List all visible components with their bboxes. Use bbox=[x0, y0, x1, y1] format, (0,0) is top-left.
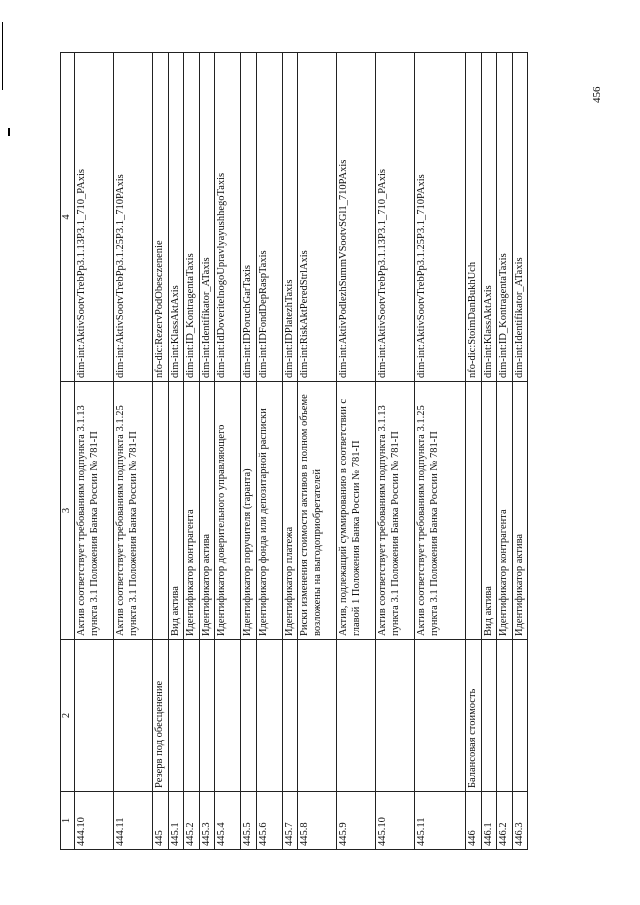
table-row bbox=[337, 53, 376, 850]
cell-c4: dim-int:Identifikator_ATaxis bbox=[199, 53, 215, 382]
table-row bbox=[168, 53, 184, 850]
table-row bbox=[256, 53, 282, 850]
header-row bbox=[61, 53, 75, 850]
cell-c2 bbox=[256, 640, 282, 792]
cell-c3: Актив соответствует требованиям подпункта 3.1.25 пункта 3.1 Положения Банка России № 781-П bbox=[114, 382, 153, 640]
cell-c1: 445.9 bbox=[337, 792, 376, 850]
table-row bbox=[466, 53, 482, 850]
cell-c1: 445.7 bbox=[282, 792, 298, 850]
cell-c3: Идентификатор контрагента bbox=[184, 382, 200, 640]
cell-c3: Риски изменения стоимости активов в полном объеме возложены на выгодоприобретателей bbox=[298, 382, 337, 640]
header-cell: 2 bbox=[61, 640, 75, 792]
scan-mark bbox=[8, 128, 10, 136]
cell-c4: dim-int:KlassAktAxis bbox=[168, 53, 184, 382]
cell-c2 bbox=[282, 640, 298, 792]
table-row bbox=[114, 53, 153, 850]
table-row bbox=[153, 53, 169, 850]
cell-c2 bbox=[298, 640, 337, 792]
cell-c3: Идентификатор контрагента bbox=[497, 382, 513, 640]
cell-c2 bbox=[199, 640, 215, 792]
header-cell: 3 bbox=[61, 382, 75, 640]
cell-c3 bbox=[153, 382, 169, 640]
cell-c3: Актив, подлежащий суммированию в соответствии с главой 1 Положения Банка России № 781-П bbox=[337, 382, 376, 640]
cell-c4: dim-int:IDPoruchGarTaxis bbox=[241, 53, 257, 382]
cell-c4: dim-int:ID_KontragentaTaxis bbox=[184, 53, 200, 382]
cell-c4: dim-int:AktivPodlezhSummVSootvSGl1_710PAxis bbox=[337, 53, 376, 382]
cell-c2: Балансовая стоимость bbox=[466, 640, 482, 792]
cell-c4: dim-int:Identifikator_ATaxis bbox=[512, 53, 528, 382]
table-row bbox=[512, 53, 528, 850]
cell-c4: nfo-dic:StoimDanBukhUch bbox=[466, 53, 482, 382]
cell-c4: dim-int:AktivSootvTrebPp3.1.13P3.1_710_PAxis bbox=[376, 53, 415, 382]
cell-c1: 444.11 bbox=[114, 792, 153, 850]
header-cell: 1 bbox=[61, 792, 75, 850]
cell-c4: dim-int:AktivSootvTrebPp3.1.25P3.1_710PAxis bbox=[415, 53, 466, 382]
cell-c4: dim-int:IDFondDepRaspTaxis bbox=[256, 53, 282, 382]
cell-c2 bbox=[114, 640, 153, 792]
cell-c1: 445.10 bbox=[376, 792, 415, 850]
cell-c4: nfo-dic:RezervPodObesczenenie bbox=[153, 53, 169, 382]
cell-c4: dim-int:IdDoveritelnogoUpravlyayushhegoTaxis bbox=[215, 53, 241, 382]
cell-c1: 444.10 bbox=[75, 792, 114, 850]
cell-c4: dim-int:AktivSootvTrebPp3.1.25P3.1_710PAxis bbox=[114, 53, 153, 382]
cell-c2 bbox=[512, 640, 528, 792]
cell-c1: 445.5 bbox=[241, 792, 257, 850]
table-row bbox=[241, 53, 257, 850]
cell-c1: 445 bbox=[153, 792, 169, 850]
header-cell: 4 bbox=[61, 53, 75, 382]
data-table bbox=[60, 52, 528, 850]
cell-c1: 445.6 bbox=[256, 792, 282, 850]
cell-c3: Идентификатор поручителя (гаранта) bbox=[241, 382, 257, 640]
rotated-page bbox=[60, 53, 598, 850]
cell-c4: dim-int:IDPlatezhTaxis bbox=[282, 53, 298, 382]
cell-c3: Идентификатор доверительного управляющего bbox=[215, 382, 241, 640]
cell-c1: 445.1 bbox=[168, 792, 184, 850]
cell-c2 bbox=[376, 640, 415, 792]
table-row bbox=[215, 53, 241, 850]
cell-c2 bbox=[241, 640, 257, 792]
cell-c3: Идентификатор актива bbox=[199, 382, 215, 640]
cell-c1: 446.3 bbox=[512, 792, 528, 850]
cell-c2 bbox=[415, 640, 466, 792]
table-row bbox=[497, 53, 513, 850]
cell-c1: 446.2 bbox=[497, 792, 513, 850]
cell-c1: 445.4 bbox=[215, 792, 241, 850]
cell-c3: Идентификатор платежа bbox=[282, 382, 298, 640]
cell-c1: 445.2 bbox=[184, 792, 200, 850]
cell-c2: Резерв под обесценение bbox=[153, 640, 169, 792]
cell-c1: 446.1 bbox=[481, 792, 497, 850]
cell-c3 bbox=[466, 382, 482, 640]
table-body bbox=[75, 53, 528, 850]
cell-c2 bbox=[481, 640, 497, 792]
cell-c3: Актив соответствует требованиям подпункта 3.1.13 пункта 3.1 Положения Банка России № 781-П bbox=[376, 382, 415, 640]
table-row bbox=[415, 53, 466, 850]
cell-c2 bbox=[215, 640, 241, 792]
table-row bbox=[199, 53, 215, 850]
table-row bbox=[481, 53, 497, 850]
cell-c2 bbox=[75, 640, 114, 792]
cell-c4: dim-int:RiskAktPeredStrlAxis bbox=[298, 53, 337, 382]
table-row bbox=[75, 53, 114, 850]
cell-c3: Вид актива bbox=[481, 382, 497, 640]
cell-c1: 445.11 bbox=[415, 792, 466, 850]
cell-c1: 445.3 bbox=[199, 792, 215, 850]
cell-c3: Идентификатор фонда или депозитарной расписки bbox=[256, 382, 282, 640]
scan-mark bbox=[2, 22, 3, 90]
cell-c1: 446 bbox=[466, 792, 482, 850]
page-number: 456 bbox=[591, 86, 603, 103]
cell-c2 bbox=[168, 640, 184, 792]
cell-c3: Вид актива bbox=[168, 382, 184, 640]
cell-c3: Актив соответствует требованиям подпункта 3.1.25 пункта 3.1 Положения Банка России № 781-П bbox=[415, 382, 466, 640]
table-row bbox=[376, 53, 415, 850]
cell-c3: Актив соответствует требованиям подпункта 3.1.13 пункта 3.1 Положения Банка России № 781-П bbox=[75, 382, 114, 640]
cell-c2 bbox=[497, 640, 513, 792]
cell-c1: 445.8 bbox=[298, 792, 337, 850]
cell-c2 bbox=[184, 640, 200, 792]
cell-c3: Идентификатор актива bbox=[512, 382, 528, 640]
cell-c4: dim-int:ID_KontragentaTaxis bbox=[497, 53, 513, 382]
cell-c4: dim-int:KlassAktAxis bbox=[481, 53, 497, 382]
table-row bbox=[184, 53, 200, 850]
cell-c4: dim-int:AktivSootvTrebPp3.1.13P3.1_710_PAxis bbox=[75, 53, 114, 382]
table-row bbox=[282, 53, 298, 850]
cell-c2 bbox=[337, 640, 376, 792]
table-row bbox=[298, 53, 337, 850]
